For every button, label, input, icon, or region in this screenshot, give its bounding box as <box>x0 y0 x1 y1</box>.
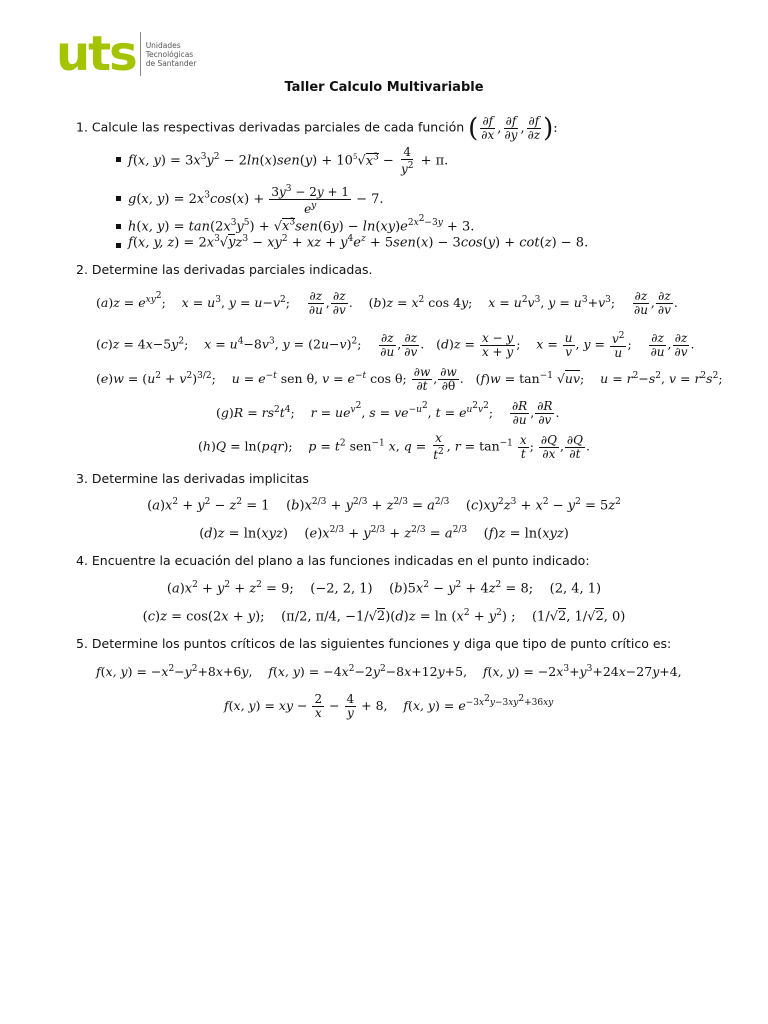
question-3-prompt: 3. Determine las derivadas implicitas <box>76 471 309 486</box>
q5-row-2: f(x, y) = xy − $\frac{2}{x}$ − $\frac{4}{y}$ + 8, f(x, $y) = e^{-3x^2y-3xy^2+36xy}$ <box>224 692 554 720</box>
q3-row-2: (d)z = ln(xyz) $(e)x^{2/3} + y^{2/3} + z^{2/3} = a^{2/3}$ (f)z = ln(xyz) <box>199 525 569 542</box>
bullet <box>116 224 121 229</box>
q2-row-2: $(c)z = 4x-5y^2$; $x = u^4-8v^3$, $y = (2u-v)^2$; $\frac{\partial z}{\partial u}$ , $\frac{\partial z}{\partial v}$ . (d)z = $\frac{x - y}{x + y}$ ; x = $\frac{u}{v}$ , y = $\frac{v^2}{u}$ ; $\frac{\partial z}{\partial u}$ , $\frac{\partial z}{\partial v}$ . <box>96 330 695 360</box>
question-2-prompt: 2. Determine las derivadas parciales indicadas. <box>76 262 373 277</box>
q2-row-4: $(g)R = rs^2t^4$; $r = ue^{v^2}$, $s = ve^{-u^2}$, $t = e^{u^2v^2}$; $\frac{\partial R}{\partial u}$ , $\frac{\partial R}{\partial v}$ . <box>216 399 560 427</box>
uts-logo <box>56 26 197 82</box>
question-5-prompt: 5. Determine los puntos críticos de las siguientes funciones y diga que tipo de punto crítico es: <box>76 636 672 651</box>
q4-row-1: $(a)x^2 + y^2 + z^2 = 9$; (−2, 2, 1) $(b)5x^2 - y^2 + 4z^2 = 8$; (2, 4, 1) <box>166 580 602 597</box>
question-1 <box>76 113 558 143</box>
bullet <box>116 196 121 201</box>
logo-text: Unidades Tecnológicas de Santander <box>145 40 197 68</box>
q1-item-1: f(x, $y) = 3x^3y^2 - 2\ln(x)sen(y) + 10^5√x^3$ − $\frac{4}{y^2}$ + π. <box>128 145 449 176</box>
partial-f-z: $\frac{\partial f}{\partial z}$ <box>527 113 541 142</box>
q5-row-1: f(x, $y) = -x^2-y^2+8x+6y$, f(x, $y) = -4x^2-2y^2-8x+12y+5$, f(x, $y) = -2x^3+y^3+24x-27y+4$, <box>96 664 682 680</box>
partial-f-x: $\frac{\partial f}{\partial x}$ <box>481 113 495 142</box>
q1-item-2: g(x, $y) = 2x^3\cos(x)$ + $\frac{3y^3 - 2y + 1}{e^y}$ − 7. <box>128 184 384 216</box>
q1-item-3: h(x, $y) = \tan(2x^3y^5) + √x^3sen(6y) - \ln(xy)e^{2x^2-3y} + 3$. <box>128 214 475 235</box>
partial-f-y: $\frac{\partial f}{\partial y}$ <box>504 113 518 142</box>
q2-row-3: $(e)w = (u^2 + v^2)^{3/2}$; $u = e^{-t}$ sen θ, $v = e^{-t}$ cos θ; $\frac{\partial w}{\partial t}$ , $\frac{\partial w}{\partial\theta}$ . $(f)w = \tan^{-1} √uv$; $u = r^2-s^2$, $v = r^2s^2$; <box>96 365 723 393</box>
q2-row-5: (h)Q = ln(pqr); $p = t^2$ sen$^{-1}$ x, q = $\frac{x}{t^2}$ , $r = \tan^{-1}$ $\frac{x}{t}$ ; $\frac{\partial Q}{\partial x}$ , $\frac{\partial Q}{\partial t}$ . <box>198 431 590 462</box>
question-4-prompt: 4. Encuentre la ecuación del plano a las funciones indicadas en el punto indicado: <box>76 553 590 568</box>
q1-item-4: f(x, y, $z) = 2x^3√yz^3 - xy^2$ + xz + $y^4e^z + 5sen(x) - 3\cos(y) + \cot(z) - 8$. <box>128 234 589 251</box>
question-1-gradient: ( $\frac{\partial f}{\partial x}$ , $\frac{\partial f}{\partial y}$ , $\frac{\partial f}{\partial z}$ ): <box>468 113 558 143</box>
bullet <box>116 157 121 162</box>
logo-divider <box>140 32 141 76</box>
logo-mark: uts <box>56 26 136 82</box>
bullet <box>116 243 121 248</box>
page-title: Taller Calculo Multivariable <box>284 80 484 95</box>
q3-row-1: $(a)x^2 + y^2 - z^2 = 1$ $(b)x^{2/3} + y^{2/3} + z^{2/3} = a^{2/3}$ $(c)xy^2z^3 + x^2 - y^2 = 5z^2$ <box>147 497 621 514</box>
q2-row-1: $(a)z = e^{xy^2}$; $x = u^3$, $y = u-v^2$; $\frac{\partial z}{\partial u}$ , $\frac{\partial z}{\partial v}$ . $(b)z = x^2$ cos 4y; $x = u^2v^3$, $y = u^3+v^3$; $\frac{\partial z}{\partial u}$ , $\frac{\partial z}{\partial v}$ . <box>96 289 678 317</box>
question-1-prompt: 1. Calcule las respectivas derivadas parciales de cada función <box>76 119 465 135</box>
q4-row-2: (c)z = cos(2x + y); (π/2, π/4, $-1/√2)(d)z = \ln (x^2 + y^2)$ ; (1/√2, 1/√2, 0) <box>142 608 626 625</box>
